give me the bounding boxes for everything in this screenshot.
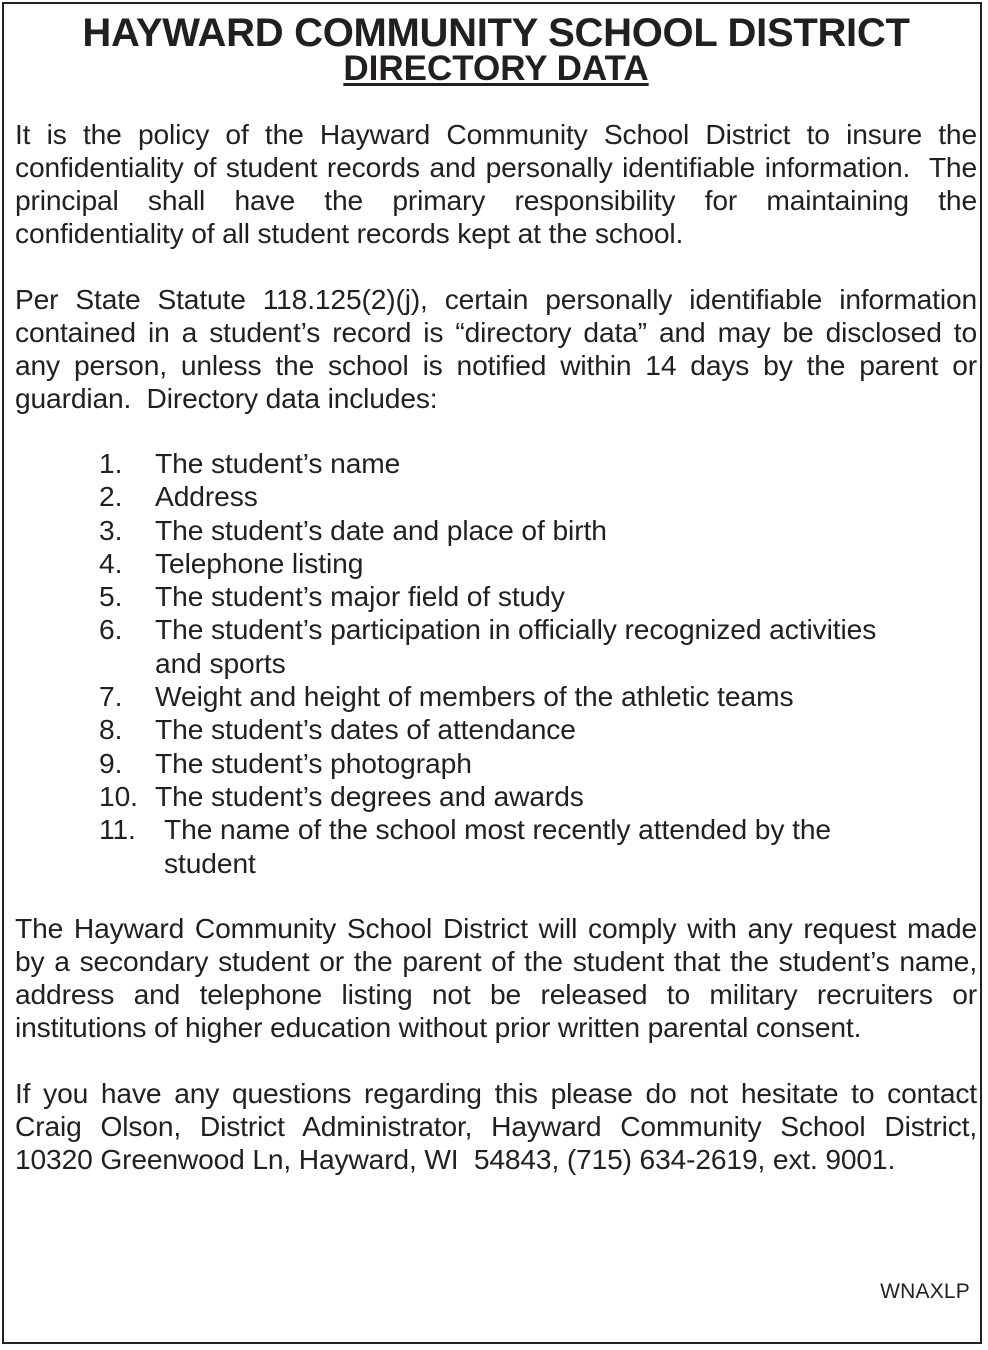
list-item	[15, 613, 977, 680]
list-item	[15, 747, 977, 780]
list-item-text: The name of the school most recently attended by the student	[164, 813, 831, 879]
contact-paragraph: If you have any questions regarding this please do not hesitate to contact Craig Olson, District Administrator, Hayward Community School District, 10320 Greenwood Ln, Hayward, WI 54843, (715) 634-2619, ext. 9001.	[15, 1076, 977, 1175]
list-item	[15, 680, 977, 713]
list-item-number: 6.	[99, 613, 123, 646]
list-item	[15, 514, 977, 547]
list-item	[15, 447, 977, 480]
notice-frame	[2, 2, 982, 1344]
list-item-text: Telephone listing	[155, 546, 364, 579]
list-item	[15, 547, 977, 580]
list-item-text: The student’s degrees and awards	[155, 779, 584, 812]
list-item	[15, 780, 977, 813]
list-item	[15, 813, 977, 880]
list-item-number: 8.	[99, 713, 123, 746]
list-item-number: 1.	[99, 447, 123, 479]
list-item-number: 7.	[99, 680, 123, 713]
list-item-text: The student’s major field of study	[155, 580, 565, 613]
statute-paragraph: Per State Statute 118.125(2)(j), certain personally identifiable information contained in a student’s record is “directory data” and may be disclosed to any person, unless the school is notified within 14 days by the parent or guardian. Directory data includes:	[15, 283, 977, 414]
list-item	[15, 713, 977, 746]
list-item-text: The student’s participation in officially recognized activities and sports	[155, 613, 877, 679]
list-item-number: 4.	[99, 546, 123, 579]
notice-subtitle: DIRECTORY DATA	[343, 49, 649, 88]
list-item	[15, 480, 977, 513]
list-item-text: Weight and height of members of the athletic teams	[155, 680, 794, 713]
notice-content	[15, 11, 977, 1176]
policy-paragraph: It is the policy of the Hayward Community School District to insure the confidentiality of student records and personally identifiable information. The principal shall have the primary responsibility for maintaining the confidentiality of all student records kept at the school.	[15, 118, 977, 249]
list-item-number: 5.	[99, 580, 123, 613]
list-item-number: 3.	[99, 513, 123, 546]
list-item-number: 10.	[99, 779, 138, 812]
list-item-number: 11.	[99, 813, 136, 846]
list-item-text: The student’s photograph	[155, 746, 472, 779]
list-item-number: 9.	[99, 746, 123, 779]
list-item-text: The student’s dates of attendance	[155, 713, 576, 746]
list-item-text: Address	[155, 480, 258, 513]
directory-data-list	[15, 447, 977, 880]
list-item-text: The student’s date and place of birth	[155, 513, 607, 546]
notice-title: HAYWARD COMMUNITY SCHOOL DISTRICT	[82, 11, 910, 55]
list-item-number: 2.	[99, 480, 123, 513]
list-item	[15, 580, 977, 613]
military-recruiters-paragraph: The Hayward Community School District will comply with any request made by a secondary student or the parent of the student that the student’s name, address and telephone listing not be released to military recruiters or institutions of higher education without prior written parental consent.	[15, 911, 977, 1043]
list-item-text: The student’s name	[155, 447, 401, 479]
reference-code: WNAXLP	[880, 1280, 970, 1303]
